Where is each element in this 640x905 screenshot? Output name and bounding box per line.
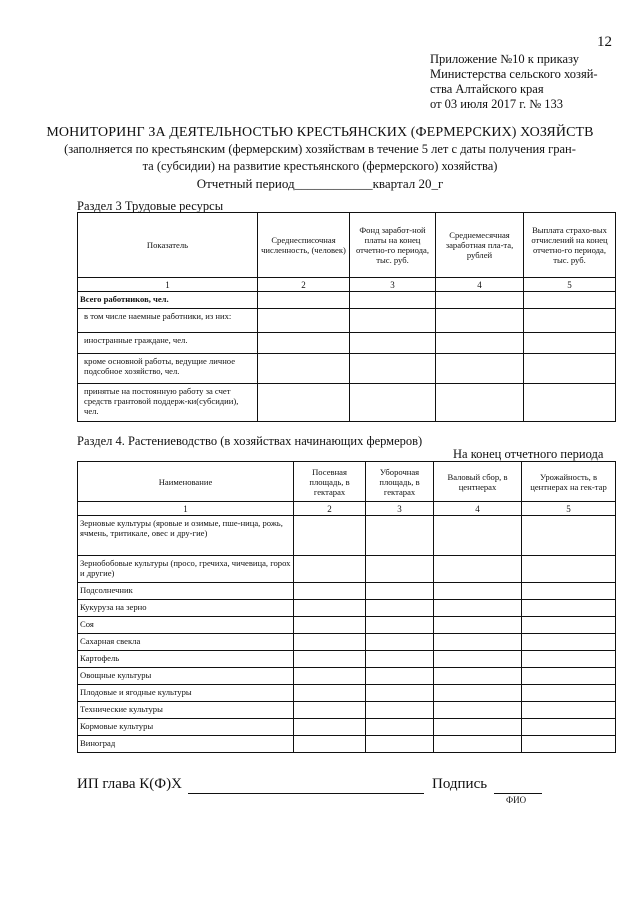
input-cell[interactable] [294,685,366,702]
col-header: Валовый сбор, в центнерах [434,462,522,502]
input-cell[interactable] [522,583,616,600]
input-cell[interactable] [294,583,366,600]
col-number: 2 [294,502,366,516]
input-cell[interactable] [434,668,522,685]
input-cell[interactable] [366,719,434,736]
input-cell[interactable] [366,583,434,600]
input-cell[interactable] [366,617,434,634]
col-number: 5 [522,502,616,516]
appendix-line: Министерства сельского хозяй- [430,67,598,81]
input-cell[interactable] [434,556,522,583]
input-cell[interactable] [294,736,366,753]
input-cell[interactable] [434,600,522,617]
input-cell[interactable] [524,384,616,422]
title-main: МОНИТОРИНГ ЗА ДЕЯТЕЛЬНОСТЬЮ КРЕСТЬЯНСКИХ (ФЕРМЕРСКИХ) ХОЗЯЙСТВ [46,125,594,140]
row-label: Кукуруза на зерно [78,600,294,617]
input-cell[interactable] [350,309,436,333]
input-cell[interactable] [258,309,350,333]
input-cell[interactable] [522,634,616,651]
row-label: Технические культуры [78,702,294,719]
col-header: Уборочная площадь, в гектарах [366,462,434,502]
input-cell[interactable] [522,651,616,668]
input-cell[interactable] [294,617,366,634]
table-row [78,333,616,354]
appendix-note [430,52,598,112]
table-row [78,309,616,333]
title-subtitle-cont: та (субсидии) на развитие крестьянского (фермерского) хозяйства) [142,159,498,173]
input-cell[interactable] [434,736,522,753]
sign-label: Подпись [432,776,488,792]
input-cell[interactable] [258,292,350,309]
row-label: кроме основной работы, ведущие личное подсобное хозяйство, чел. [78,354,258,384]
input-cell[interactable] [350,384,436,422]
page-number: 12 [597,34,612,50]
input-cell[interactable] [436,354,524,384]
title-subtitle: (заполняется по крестьянским (фермерским) хозяйствам в течение 5 лет с даты получения гран- [64,142,576,156]
table-row [78,556,616,583]
input-cell[interactable] [436,333,524,354]
input-cell[interactable] [522,556,616,583]
row-label: Виноград [78,736,294,753]
input-cell[interactable] [294,702,366,719]
input-cell[interactable] [366,651,434,668]
input-cell[interactable] [294,600,366,617]
col-number: 5 [524,278,616,292]
input-cell[interactable] [522,702,616,719]
head-label: ИП глава К(Ф)Х [77,776,182,792]
input-cell[interactable] [366,556,434,583]
table-row [78,651,616,668]
input-cell[interactable] [434,685,522,702]
reporting-period: Отчетный период____________квартал 20_г [196,176,444,191]
input-cell[interactable] [436,309,524,333]
table-row [78,384,616,422]
row-label: Овощные культуры [78,668,294,685]
input-cell[interactable] [350,354,436,384]
input-cell[interactable] [436,384,524,422]
row-label: Картофель [78,651,294,668]
input-cell[interactable] [258,333,350,354]
appendix-line: Приложение №10 к приказу [430,52,579,66]
input-cell[interactable] [350,333,436,354]
row-label: Плодовые и ягодные культуры [78,685,294,702]
input-cell[interactable] [434,651,522,668]
fio-label: ФИО [506,795,527,805]
input-cell[interactable] [366,736,434,753]
input-cell[interactable] [258,354,350,384]
input-cell[interactable] [294,651,366,668]
input-cell[interactable] [524,309,616,333]
input-cell[interactable] [294,634,366,651]
input-cell[interactable] [350,292,436,309]
table-row [78,292,616,309]
input-cell[interactable] [522,719,616,736]
row-label: Зернобобовые культуры (просо, гречиха, чичевица, горох и другие) [78,556,294,583]
row-label: в том числе наемные работники, из них: [78,309,258,333]
input-cell[interactable] [366,668,434,685]
appendix-line: ства Алтайского края [430,82,544,96]
col-header: Посевная площадь, в гектарах [294,462,366,502]
row-label: Всего работников, чел. [78,292,258,309]
section4-heading: Раздел 4. Растениеводство (в хозяйствах начинающих фермеров) [77,434,423,448]
input-cell[interactable] [524,292,616,309]
input-cell[interactable] [294,668,366,685]
input-cell[interactable] [366,634,434,651]
table-row [78,354,616,384]
input-cell[interactable] [434,617,522,634]
document-title [0,124,640,192]
col-number: 1 [78,278,258,292]
input-cell[interactable] [366,600,434,617]
col-header: Фонд заработ-ной платы на конец отчетно-го периода, тыс. руб. [350,213,436,278]
crop-production-table [77,461,616,753]
input-cell[interactable] [436,292,524,309]
input-cell[interactable] [522,668,616,685]
input-cell[interactable] [294,556,366,583]
col-header: Выплата страхо-вых отчислений на конец отчетно-го периода, тыс. руб. [524,213,616,278]
head-name-line[interactable] [188,793,424,794]
table-row [78,685,616,702]
col-number: 4 [436,278,524,292]
table-row [78,617,616,634]
period-note: На конец отчетного периода [453,447,604,461]
row-label: иностранные граждане, чел. [78,333,258,354]
col-number: 4 [434,502,522,516]
row-label: Соя [78,617,294,634]
section3-heading: Раздел 3 Трудовые ресурсы [77,199,224,213]
input-cell[interactable] [294,516,366,556]
table-row [78,634,616,651]
table-row [78,719,616,736]
input-cell[interactable] [294,719,366,736]
signature-line[interactable] [494,793,542,794]
table-row [78,702,616,719]
col-header: Урожайность, в центнерах на гек-тар [522,462,616,502]
input-cell[interactable] [434,634,522,651]
table-row [78,736,616,753]
labor-resources-table [77,212,616,422]
input-cell[interactable] [522,736,616,753]
row-label: принятые на постоянную работу за счет средств грантовой поддерж-ки(субсидии), чел. [78,384,258,422]
input-cell[interactable] [434,583,522,600]
col-number: 3 [366,502,434,516]
table-row [78,516,616,556]
col-header: Наименование [78,462,294,502]
table-row [78,600,616,617]
input-cell[interactable] [524,354,616,384]
input-cell[interactable] [258,384,350,422]
input-cell[interactable] [366,516,434,556]
row-label: Кормовые культуры [78,719,294,736]
row-label: Сахарная свекла [78,634,294,651]
col-number: 3 [350,278,436,292]
row-label: Подсолнечник [78,583,294,600]
appendix-line: от 03 июля 2017 г. № 133 [430,97,564,111]
input-cell[interactable] [522,516,616,556]
col-number: 1 [78,502,294,516]
input-cell[interactable] [522,685,616,702]
input-cell[interactable] [524,333,616,354]
col-header: Среднесписочная численность, (человек) [258,213,350,278]
col-header: Среднемесячная заработная пла-та, рублей [436,213,524,278]
table-row [78,668,616,685]
input-cell[interactable] [522,617,616,634]
input-cell[interactable] [434,516,522,556]
input-cell[interactable] [366,702,434,719]
input-cell[interactable] [434,719,522,736]
row-label: Зерновые культуры (яровые и озимые, пше-ница, рожь, ячмень, тритикале, овес и дру-гие) [78,516,294,556]
input-cell[interactable] [366,685,434,702]
table-row [78,583,616,600]
col-header: Показатель [78,213,258,278]
input-cell[interactable] [522,600,616,617]
col-number: 2 [258,278,350,292]
input-cell[interactable] [434,702,522,719]
